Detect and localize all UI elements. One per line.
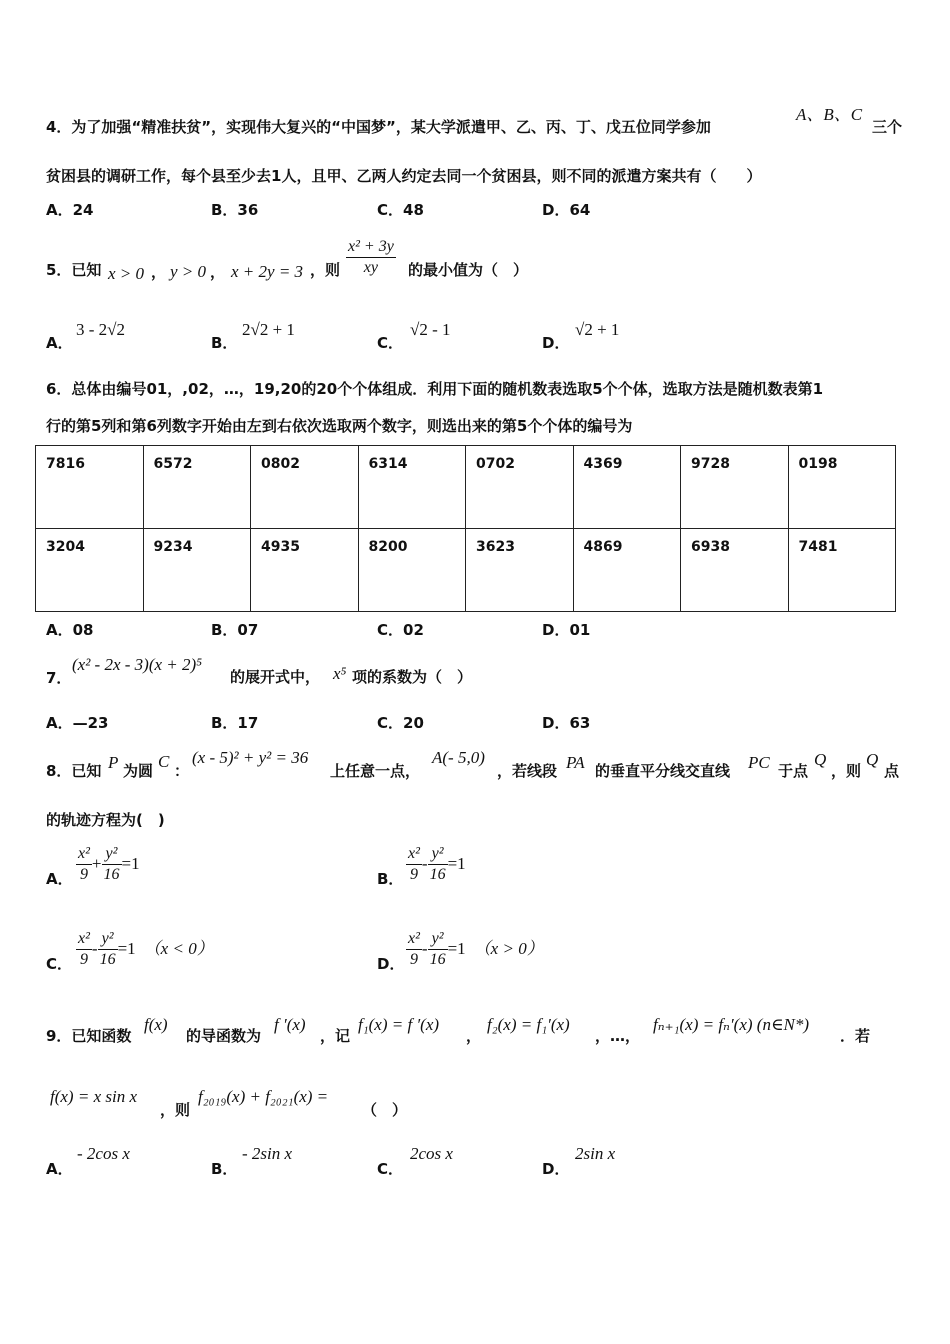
q8-b-eq: =1 [447,854,466,873]
q9-fpx: f ′(x) [274,1015,306,1034]
q8-t6: 点 [884,762,900,780]
table-cell: 0802 [251,446,359,529]
q8-option-b-value [406,844,466,885]
q8-pc: PC [748,753,770,772]
q7-mid: 的展开式中， [230,668,321,686]
q9-line2-then: ，则 [160,1101,191,1119]
q8-line2: 的轨迹方程为( ) [46,811,165,829]
table-cell: 6938 [681,529,789,612]
q7-expression: (x² - 2x - 3)(x + 2)⁵ [72,655,203,674]
q4-line2: 贫困县的调研工作，每个县至少去1人，且甲、乙两人约定去同一个贫困县，则不同的派遣方案共有（ ） [46,167,762,185]
q6-option-a: A．08 [46,621,94,639]
q8-b-num1: x² [406,844,422,865]
q9-f2: f₂(x) = f₁′(x) [487,1015,570,1034]
q8-c-num2: y² [98,929,118,950]
q5-sep1: ， [151,263,167,281]
q5-sep2: ， [210,263,226,281]
q8-d-eq: =1 [447,939,466,958]
q5-option-b-value: 2√2 + 1 [242,320,295,339]
q9-f1: f₁(x) = f ′(x) [358,1015,440,1034]
q4-option-c: C．48 [377,201,424,219]
q5-cond2: y > 0 [170,262,207,281]
q7-suffix: 项的系数为（ ） [352,668,473,686]
q6-option-b: B．07 [211,621,259,639]
table-cell: 0198 [788,446,896,529]
q8-point-a: A(- 5,0) [432,748,485,767]
q8-b-num2: y² [428,844,448,865]
q8-d-num1: x² [406,929,422,950]
q9-t1: 的导函数为 [186,1027,262,1045]
q9-line2-expression: f₂₀₁₉(x) + f₂₀₂₁(x) = [198,1087,329,1106]
q9-c1: ， [466,1027,482,1045]
q9-line2-blank: （ ） [362,1101,408,1119]
q8-a-op: + [91,854,102,873]
q8-d-den2: 16 [429,951,446,968]
q9-line2-fx: f(x) = x sin x [50,1087,137,1106]
q8-pa: PA [566,753,585,772]
q7-option-b: B．17 [211,714,259,732]
q8-t5: ，则 [831,762,862,780]
q9-option-b-value: - 2sin x [242,1144,293,1163]
q9-option-a-letter: A． [46,1160,73,1178]
q5-frac-num: x² + 3y [346,237,396,258]
q8-d-op: - [421,939,428,958]
q5-option-a-letter: A． [46,334,73,352]
q4-option-d: D．64 [542,201,591,219]
q5-cond1: x > 0 [108,264,145,283]
q8-option-b-letter: B． [377,870,404,888]
table-cell: 3623 [466,529,574,612]
table-cell: 7816 [36,446,144,529]
q7-term: x⁵ [333,664,347,683]
q9-option-d-letter: D． [542,1160,570,1178]
q5-option-d-letter: D． [542,334,570,352]
q5-then: ，则 [310,261,341,279]
q9-prefix: 9．已知函数 [46,1027,132,1045]
q8-t4: 于点 [778,762,809,780]
q4-option-b: B．36 [211,201,259,219]
table-cell: 4869 [573,529,681,612]
q6-line1: 6．总体由编号01，,02，…，19,20的20个个体组成．利用下面的随机数表选取5个个体，选取方法是随机数表第1 [46,380,824,398]
table-cell: 8200 [358,529,466,612]
q8-q2: Q [866,750,879,769]
q4-line1-tail: 三个 [872,118,903,136]
table-cell: 0702 [466,446,574,529]
q7-num: 7． [46,669,72,687]
table-cell: 7481 [788,529,896,612]
q5-option-b-letter: B． [211,334,238,352]
q9-c2: ，…， [595,1027,641,1045]
q8-c-op: - [91,939,98,958]
q8-a-num2: y² [102,844,122,865]
q8-c-num1: x² [76,929,92,950]
q5-frac-den: xy [363,259,378,276]
q9-option-b-letter: B． [211,1160,238,1178]
table-cell: 6572 [143,446,251,529]
q6-option-c: C．02 [377,621,424,639]
q8-option-a-letter: A． [46,870,73,888]
q5-suffix: 的最小值为（ ） [408,261,529,279]
table-cell: 9234 [143,529,251,612]
q4-option-a: A．24 [46,201,94,219]
table-cell: 6314 [358,446,466,529]
q8-b-op: - [421,854,428,873]
q8-d-num2: y² [428,929,448,950]
q8-b-den2: 16 [429,866,446,883]
q8-option-d-letter: D． [377,955,405,973]
q8-t1: 上任意一点， [330,762,421,780]
q9-fx: f(x) [144,1015,168,1034]
q5-prefix: 5．已知 [46,261,102,279]
q8-d-condition: （x > 0） [473,939,544,958]
q7-option-d: D．63 [542,714,591,732]
q9-option-c-value: 2cos x [410,1144,453,1163]
table-row [36,446,896,529]
q4-line1: 4．为了加强“精准扶贫”，实现伟大复兴的“中国梦”，某大学派遣甲、乙、丙、丁、戊五位同学参加 [46,118,711,136]
q5-cond3: x + 2y = 3 [231,262,304,281]
q8-option-a-value [76,844,140,885]
q8-circle-word: 为圆 [123,762,154,780]
q8-q: Q [814,750,827,769]
q5-option-c-value: √2 - 1 [410,320,451,339]
q7-option-c: C．20 [377,714,424,732]
q9-option-a-value: - 2cos x [77,1144,130,1163]
q8-prefix: 8．已知 [46,762,102,780]
table-cell: 3204 [36,529,144,612]
q8-option-c-value [76,929,214,970]
q8-option-d-value [406,929,544,970]
q8-a-num1: x² [76,844,92,865]
q8-t3: 的垂直平分线交直线 [595,762,731,780]
q4-abc: A、B、C [796,105,863,124]
q8-colon: ： [174,762,190,780]
table-cell: 4369 [573,446,681,529]
q8-option-c-letter: C． [46,955,73,973]
table-cell: 9728 [681,446,789,529]
q8-c-den1: 9 [79,951,88,968]
q5-option-d-value: √2 + 1 [575,320,620,339]
q8-p: P [108,753,119,772]
q9-t2: ，记 [320,1027,351,1045]
table-cell: 4935 [251,529,359,612]
q8-d-den1: 9 [409,951,418,968]
q8-c-condition: （x < 0） [143,939,214,958]
q8-a-den1: 9 [79,866,88,883]
q8-c: C [158,752,170,771]
q8-t2: ，若线段 [497,762,558,780]
q6-option-d: D．01 [542,621,591,639]
q8-b-den1: 9 [409,866,418,883]
random-number-table [35,445,896,612]
q8-c-den2: 16 [99,951,116,968]
q9-option-d-value: 2sin x [575,1144,616,1163]
q8-a-den2: 16 [103,866,120,883]
table-row [36,529,896,612]
q9-option-c-letter: C． [377,1160,404,1178]
q9-fn: fₙ₊₁(x) = fₙ′(x) (n∈N*) [653,1015,810,1034]
q8-c-eq: =1 [117,939,136,958]
q5-option-c-letter: C． [377,334,404,352]
q8-a-eq: =1 [121,854,140,873]
q5-option-a-value: 3 - 2√2 [76,320,125,339]
q5-fraction [346,237,396,278]
q7-option-a: A．—23 [46,714,109,732]
q6-line2: 行的第5列和第6列数字开始由左到右依次选取两个数字，则选出来的第5个个体的编号为 [46,417,633,435]
q9-t3: ．若 [840,1027,871,1045]
q8-circle-equation: (x - 5)² + y² = 36 [192,748,309,767]
